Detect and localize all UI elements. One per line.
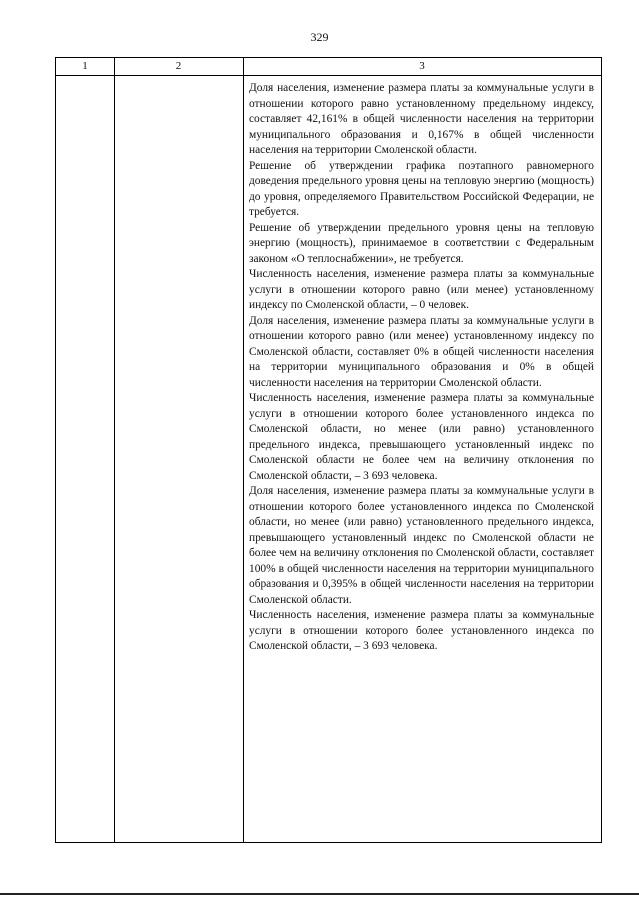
paragraph: Решение об утверждении предельного уровня цены на тепловую энергию (мощность), принимаемое в соответствии с Федеральным законом «О теплоснабжении», не требуется. [249,221,594,265]
page-number: 329 [310,30,329,44]
paragraph: Численность населения, изменение размера платы за коммунальные услуги в отношении которого равно (или менее) установленному индексу по Смоленской области, – 0 человек. [249,268,594,311]
column-3-text [249,81,594,655]
column-divider [114,58,115,842]
page-bottom-rule [0,893,639,895]
paragraph: Численность населения, изменение размера платы за коммунальные услуги в отношении которого более установленного индекса по Смоленской области, – 3 693 человека. [249,609,594,652]
header-cell-3: 3 [419,60,425,72]
column-divider [243,58,244,842]
header-cell-1: 1 [82,60,88,72]
paragraph: Численность населения, изменение размера платы за коммунальные услуги в отношении которого более установленного индекса по Смоленской области, но менее (или равно) установленного предельного индекса, превышающего установленный индекс по Смоленской области не более чем на величину отклонения по Смоленской области, – 3 693 человека. [249,392,594,482]
table-header-row [56,58,601,76]
paragraph: Решение об утверждении графика поэтапного равномерного доведения предельного уровня цены на тепловую энергию (мощность) до уровня, определяемого Правительством Российской Федерации, не требуется. [249,159,594,218]
paragraph: Доля населения, изменение размера платы за коммунальные услуги в отношении которого равно (или менее) установленному индексу по Смоленской области, составляет 0% в общей численности населения на территории муниципального образования и 0% в общей численности населения на территории Смоленской области. [249,314,594,389]
paragraph: Доля населения, изменение размера платы за коммунальные услуги в отношении которого более установленного индекса по Смоленской области, но менее (или равно) установленного предельного индекса, превышающего установленный индекс по Смоленской области не более чем на величину отклонения по Смоленской области, составляет 100% в общей численности населения на территории муниципального образования и 0,395% в общей численности населения на территории Смоленской области. [249,485,594,606]
document-table [55,57,602,843]
paragraph: Доля населения, изменение размера платы за коммунальные услуги в отношении которого равно установленному предельному индексу, составляет 42,161% в общей численности населения на территории муниципального образования и 0,167% в общей численности населения на территории Смоленской области. [249,82,594,156]
header-cell-2: 2 [175,60,182,72]
